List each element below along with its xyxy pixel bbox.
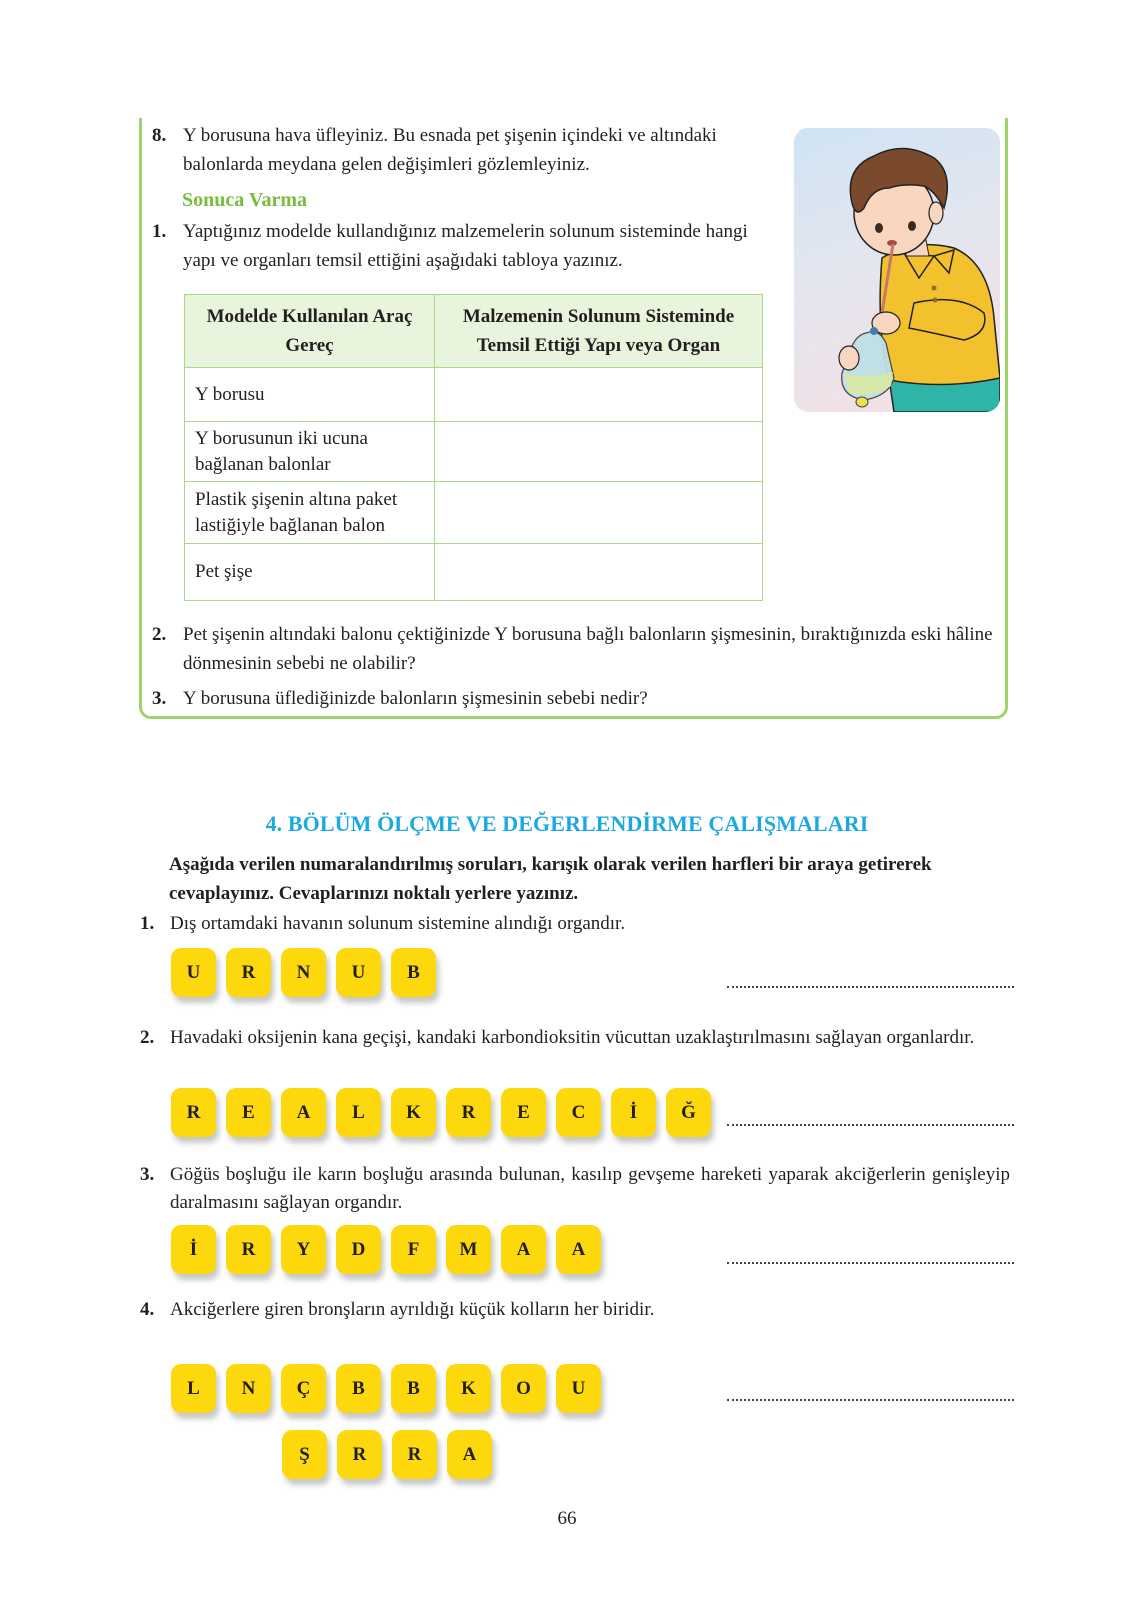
answer-line-q2[interactable] <box>727 1124 1014 1126</box>
table-cell-answer[interactable] <box>435 422 763 482</box>
question-number: 1. <box>152 221 167 242</box>
step-8 <box>152 121 772 179</box>
letter-tile[interactable]: İ <box>611 1088 656 1137</box>
question-number: 3. <box>152 688 167 709</box>
letter-tile[interactable]: U <box>556 1364 601 1413</box>
letter-tile[interactable]: Ç <box>281 1364 326 1413</box>
letter-tile[interactable]: B <box>391 1364 436 1413</box>
letter-tiles-q4-row2 <box>282 1430 492 1479</box>
question-text: Akciğerlere giren bronşların ayrıldığı küçük kolların her biridir. <box>170 1299 655 1320</box>
letter-tile[interactable]: N <box>281 948 326 997</box>
materials-table <box>184 294 763 601</box>
answer-line-q4[interactable] <box>727 1399 1014 1401</box>
letter-tile[interactable]: İ <box>171 1225 216 1274</box>
letter-tile[interactable]: L <box>336 1088 381 1137</box>
letter-tile[interactable]: B <box>391 948 436 997</box>
letter-tile[interactable]: N <box>226 1364 271 1413</box>
letter-tile[interactable]: Ş <box>282 1430 327 1479</box>
table-row <box>185 544 763 601</box>
question-text: Yaptığınız modelde kullandığınız malzemelerin solunum sisteminde hangi yapı ve organları temsil ettiğini aşağıdaki tabloya yazınız. <box>183 221 748 271</box>
question-number: 4. <box>140 1299 155 1320</box>
letter-tile[interactable]: D <box>336 1225 381 1274</box>
letter-tiles-q1 <box>171 948 436 997</box>
letter-tile[interactable]: M <box>446 1225 491 1274</box>
letter-tile[interactable]: B <box>336 1364 381 1413</box>
letter-tiles-q3 <box>171 1225 601 1274</box>
table-cell-answer[interactable] <box>435 368 763 422</box>
table-header-represents: Malzemenin Solunum Sisteminde Temsil Ettiği Yapı veya Organ <box>435 295 763 368</box>
table-header-row <box>185 295 763 368</box>
table-cell-tool: Y borusu <box>185 368 435 422</box>
conclusion-question-1 <box>152 217 772 275</box>
letter-tile[interactable]: C <box>556 1088 601 1137</box>
section-subheading: Sonuca Varma <box>182 189 308 211</box>
letter-tile[interactable]: R <box>337 1430 382 1479</box>
letter-tile[interactable]: A <box>556 1225 601 1274</box>
table-row <box>185 482 763 544</box>
answer-line-q1[interactable] <box>727 986 1014 988</box>
letter-tile[interactable]: R <box>171 1088 216 1137</box>
conclusion-question-2 <box>152 620 1002 678</box>
letter-tile[interactable]: R <box>392 1430 437 1479</box>
table-cell-answer[interactable] <box>435 482 763 544</box>
table-cell-tool: Plastik şişenin altına paket lastiğiyle bağlanan balon <box>185 482 435 544</box>
letter-tile[interactable]: R <box>226 948 271 997</box>
step-text: Y borusuna hava üfleyiniz. Bu esnada pet şişenin içindeki ve altındaki balonlarda meydana gelen değişimleri gözlemleyiniz. <box>183 125 717 175</box>
boy-experiment-illustration <box>794 128 1000 412</box>
letter-tile[interactable]: E <box>501 1088 546 1137</box>
letter-tile[interactable]: K <box>446 1364 491 1413</box>
table-cell-answer[interactable] <box>435 544 763 601</box>
question-text: Göğüs boşluğu ile karın boşluğu arasında bulunan, kasılıp gevşeme hareketi yaparak akciğerlerin genişleyip daralmasını sağlayan organdır. <box>170 1164 1010 1213</box>
question-text: Y borusuna üflediğinizde balonların şişmesinin sebebi nedir? <box>183 688 648 709</box>
assessment-question-1 <box>140 910 1010 938</box>
question-number: 1. <box>140 913 155 934</box>
letter-tile[interactable]: R <box>226 1225 271 1274</box>
question-number: 2. <box>140 1027 155 1048</box>
answer-line-q3[interactable] <box>727 1262 1014 1264</box>
table-row <box>185 422 763 482</box>
instructions-text: Aşağıda verilen numaralandırılmış soruları, karışık olarak verilen harfleri bir araya getirerek cevaplayınız. Cevaplarınızı noktalı yerlere yazınız. <box>169 854 932 904</box>
letter-tile[interactable]: E <box>226 1088 271 1137</box>
question-text: Havadaki oksijenin kana geçişi, kandaki karbondioksitin vücuttan uzaklaştırılmasını sağlayan organlardır. <box>170 1027 975 1048</box>
letter-tiles-q2 <box>171 1088 711 1137</box>
letter-tile[interactable]: A <box>501 1225 546 1274</box>
question-number: 3. <box>140 1164 155 1185</box>
letter-tiles-q4-row1 <box>171 1364 601 1413</box>
table-header-tools: Modelde Kullanılan Araç Gereç <box>185 295 435 368</box>
conclusion-question-3 <box>152 684 1002 713</box>
page-number: 66 <box>557 1508 577 1529</box>
assessment-question-4 <box>140 1296 1010 1324</box>
assessment-question-2 <box>140 1024 1010 1052</box>
letter-tile[interactable]: F <box>391 1225 436 1274</box>
letter-tile[interactable]: O <box>501 1364 546 1413</box>
letter-tile[interactable]: Y <box>281 1225 326 1274</box>
table-cell-tool: Pet şişe <box>185 544 435 601</box>
question-text: Dış ortamdaki havanın solunum sistemine alındığı organdır. <box>170 913 626 934</box>
question-text: Pet şişenin altındaki balonu çektiğinizde Y borusuna bağlı balonların şişmesinin, bıraktığınızda eski hâline dönmesinin sebebi ne olabilir? <box>183 624 993 674</box>
letter-tile[interactable]: K <box>391 1088 436 1137</box>
letter-tile[interactable]: U <box>336 948 381 997</box>
question-number: 2. <box>152 624 167 645</box>
letter-tile[interactable]: Ğ <box>666 1088 711 1137</box>
assessment-question-3 <box>140 1161 1010 1217</box>
letter-tile[interactable]: A <box>447 1430 492 1479</box>
table-row <box>185 368 763 422</box>
letter-tile[interactable]: L <box>171 1364 216 1413</box>
letter-tile[interactable]: R <box>446 1088 491 1137</box>
step-number: 8. <box>152 125 167 146</box>
letter-tile[interactable]: A <box>281 1088 326 1137</box>
table-cell-tool: Y borusunun iki ucuna bağlanan balonlar <box>185 422 435 482</box>
boy-with-bottle-icon <box>794 128 1000 412</box>
letter-tile[interactable]: U <box>171 948 216 997</box>
section-title: 4. BÖLÜM ÖLÇME VE DEĞERLENDİRME ÇALIŞMALARI <box>265 811 869 836</box>
